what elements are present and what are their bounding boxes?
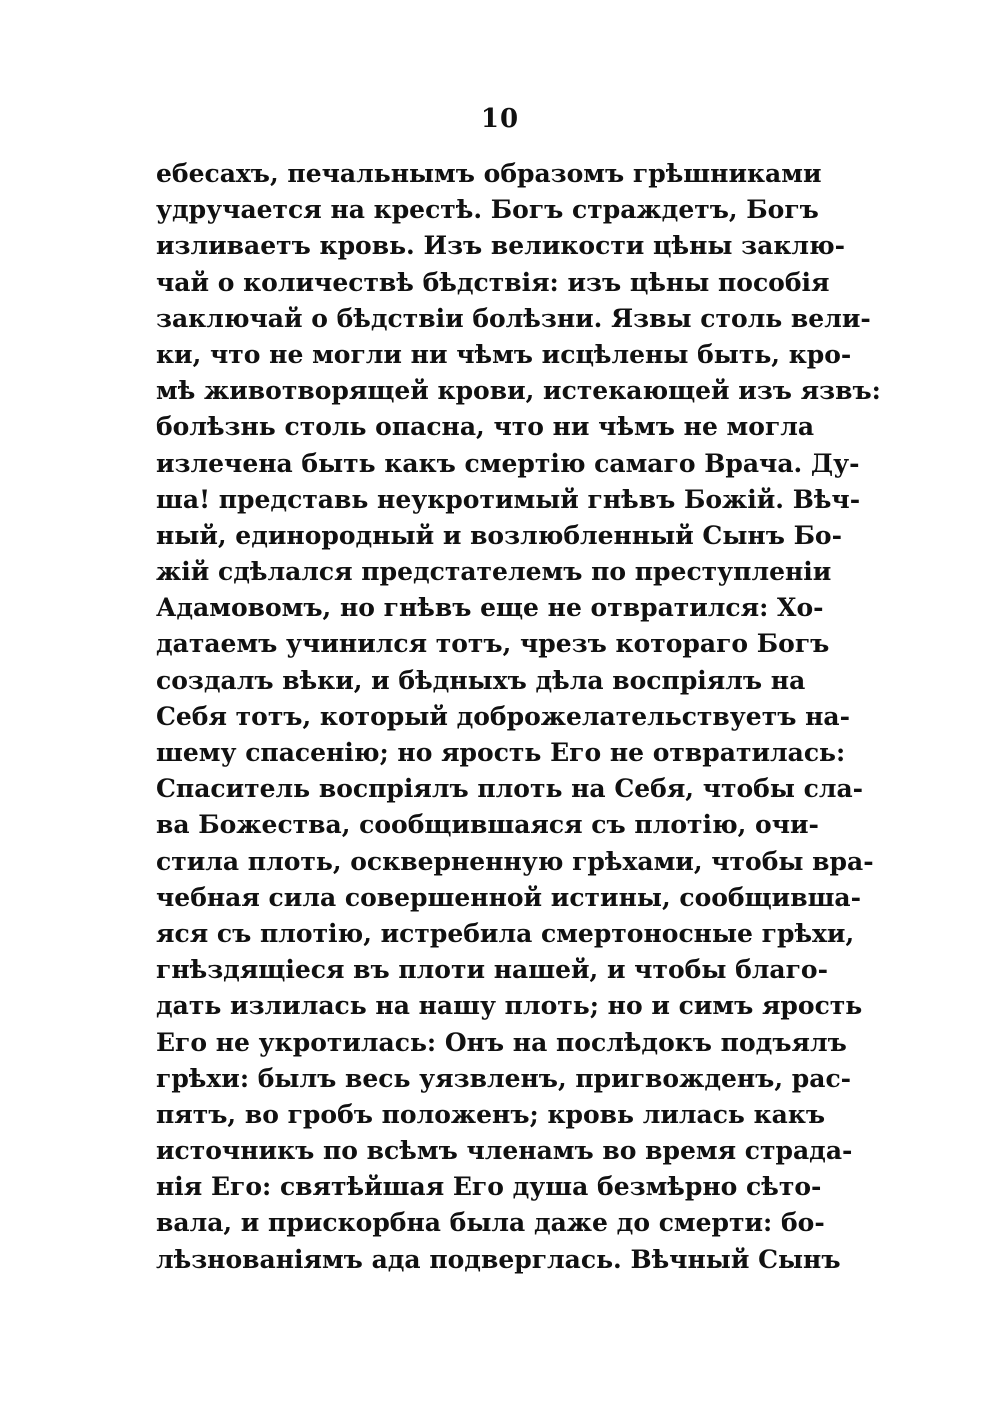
text-line: лѣзнованіямъ ада подверглась. Вѣчный Сынъ [156, 1244, 841, 1274]
text-line: источникъ по всѣмъ членамъ во время страда- [156, 1136, 853, 1166]
text-line: чебная сила совершенной истины, сообщивша- [156, 882, 862, 912]
text-line: Адамовомъ, но гнѣвъ еще не отвратился: Хо- [156, 593, 824, 623]
text-line: грѣхи: былъ весь уязвленъ, пригвожденъ, рас- [156, 1063, 852, 1093]
text-line: жій сдѣлался предстателемъ по преступленіи [156, 557, 832, 587]
text-line: пятъ, во гробъ положенъ; кровь лилась какъ [156, 1099, 826, 1129]
text-line: стила плоть, оскверненную грѣхами, чтобы вра- [156, 846, 874, 876]
text-line: Себя тотъ, который доброжелательствуетъ на- [156, 701, 850, 731]
text-line: заключай о бѣдствіи болѣзни. Язвы столь вели- [156, 303, 871, 333]
text-line: излечена быть какъ смертію самаго Врача. Ду- [156, 448, 860, 478]
text-line: вала, и прискорбна была даже до смерти: бо- [156, 1208, 825, 1238]
text-line: нія Его: святѣйшая Его душа безмѣрно сѣто- [156, 1172, 822, 1202]
text-line: ный, единородный и возлюбленный Сынъ Бо- [156, 520, 842, 550]
page-number: 10 [480, 104, 520, 134]
text-line: удручается на крестѣ. Богъ страждетъ, Богъ [156, 195, 819, 225]
text-line: ки, что не могли ни чѣмъ исцѣлены быть, кро- [156, 339, 852, 369]
text-line: болѣзнь столь опасна, что ни чѣмъ не могла [156, 412, 815, 442]
text-line: яся съ плотію, истребила смертоносные грѣхи, [156, 918, 855, 948]
text-line: шему спасенію; но ярость Его не отвратилась: [156, 738, 846, 767]
text-line: изливаетъ кровь. Изъ великости цѣны заклю- [156, 231, 846, 261]
text-line: датаемъ учинился тотъ, чрезъ котораго Богъ [156, 629, 830, 659]
text-line: ша! представь неукротимый гнѣвъ Божій. Вѣч- [156, 484, 861, 514]
text-line: ебесахъ, печальнымъ образомъ грѣшниками [156, 159, 822, 188]
text-line: мѣ животворящей крови, истекающей изъ язвъ: [156, 376, 881, 406]
text-line: Его не укротилась: Онъ на послѣдокъ подъялъ [156, 1027, 847, 1057]
text-line: дать излилась на нашу плоть; но и симъ ярость [156, 991, 863, 1021]
body-text [156, 156, 881, 1278]
text-line: гнѣздящіеся въ плоти нашей, и чтобы благо- [156, 955, 828, 985]
text-line: чай о количествѣ бѣдствія: изъ цѣны пособія [156, 267, 830, 297]
text-line: ва Божества, сообщившаяся съ плотію, очи- [156, 810, 819, 840]
text-line: создалъ вѣки, и бѣдныхъ дѣла воспріялъ на [156, 665, 806, 695]
text-line: Спаситель воспріялъ плоть на Себя, чтобы сла- [156, 774, 864, 804]
